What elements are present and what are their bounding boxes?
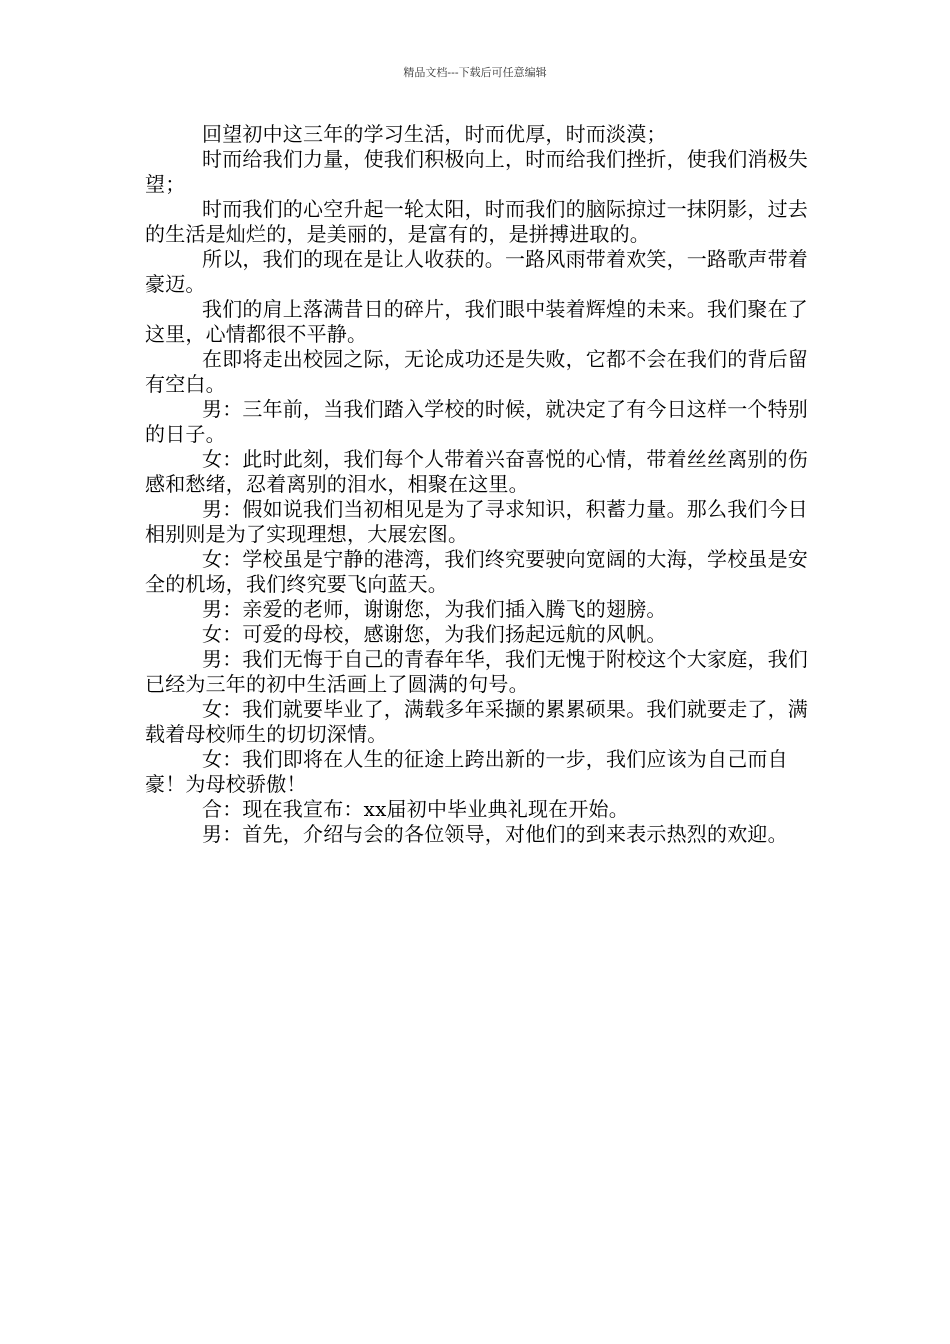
- document-body: [145, 122, 810, 847]
- paragraph: 女：学校虽是宁静的港湾，我们终究要驶向宽阔的大海，学校虽是安全的机场，我们终究要飞向蓝天。: [145, 547, 808, 596]
- paragraph: 男：假如说我们当初相见是为了寻求知识，积蓄力量。那么我们今日相别则是为了实现理想，大展宏图。: [145, 497, 808, 546]
- paragraph: 在即将走出校园之际，无论成功还是失败，它都不会在我们的背后留有空白。: [145, 347, 808, 396]
- paragraph: 回望初中这三年的学习生活，时而优厚，时而淡漠；: [202, 122, 667, 146]
- paragraph: 女：此时此刻，我们每个人带着兴奋喜悦的心情，带着丝丝离别的伤感和愁绪，忍着离别的泪水，相聚在这里。: [145, 447, 808, 496]
- paragraph: 女：我们即将在人生的征途上跨出新的一步，我们应该为自己而自豪！为母校骄傲！: [145, 747, 788, 796]
- paragraph: 时而我们的心空升起一轮太阳，时而我们的脑际掠过一抹阴影，过去的生活是灿烂的，是美丽的，是富有的，是拼搏进取的。: [145, 197, 808, 246]
- paragraph: 时而给我们力量，使我们积极向上，时而给我们挫折，使我们消极失望；: [145, 147, 808, 196]
- paragraph: 男：首先，介绍与会的各位领导，对他们的到来表示热烈的欢迎。: [202, 822, 788, 846]
- paragraph: 女：我们就要毕业了，满载多年采撷的累累硕果。我们就要走了，满载着母校师生的切切深情。: [145, 697, 808, 746]
- page-header: 精品文档---下载后可任意编辑: [403, 66, 547, 79]
- paragraph: 合：现在我宣布：xx届初中毕业典礼现在开始。: [202, 797, 629, 821]
- paragraph: 男：我们无悔于自己的青春年华，我们无愧于附校这个大家庭，我们已经为三年的初中生活画上了圆满的句号。: [145, 647, 808, 696]
- paragraph: 男：亲爱的老师，谢谢您，为我们插入腾飞的翅膀。: [202, 597, 667, 621]
- paragraph: 男：三年前，当我们踏入学校的时候，就决定了有今日这样一个特别的日子。: [145, 397, 808, 446]
- paragraph: 我们的肩上落满昔日的碎片，我们眼中装着辉煌的未来。我们聚在了这里，心情都很不平静。: [145, 297, 808, 346]
- paragraph: 女：可爱的母校，感谢您，为我们扬起远航的风帆。: [202, 622, 667, 646]
- paragraph: 所以，我们的现在是让人收获的。一路风雨带着欢笑，一路歌声带着豪迈。: [145, 247, 808, 296]
